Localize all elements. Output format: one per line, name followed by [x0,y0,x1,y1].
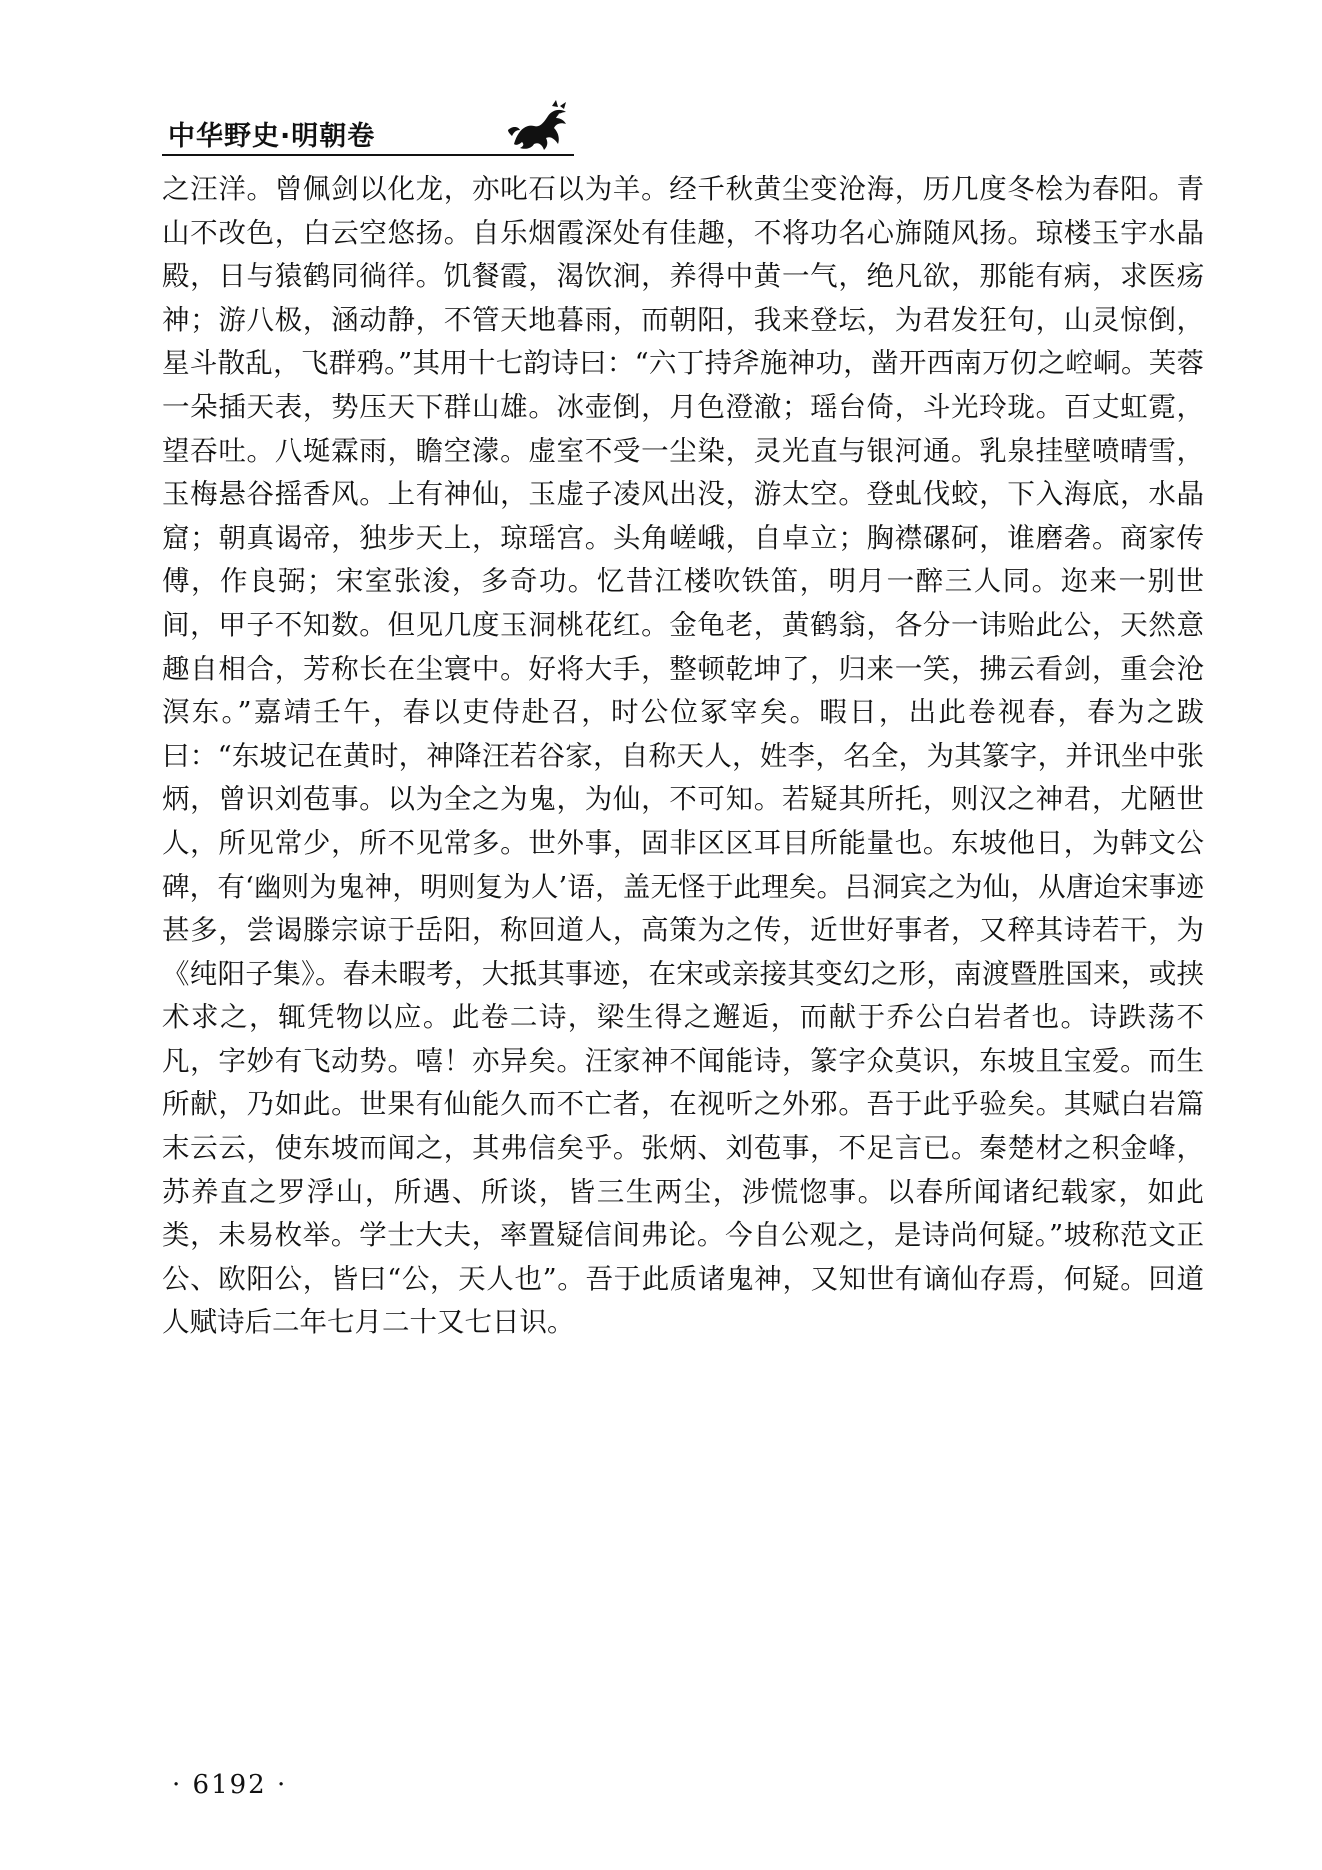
page-number: · 6192 · [172,1770,288,1800]
book-title: 中华野史·明朝卷 [168,121,376,152]
header-rule [162,154,574,156]
running-header [162,100,582,164]
body-text: 之汪洋。曾佩剑以化龙，亦叱石以为羊。经千秋黄尘变沧海，历几度冬桧为春阳。青山不改色，白云空悠扬。自乐烟霞深处有佳趣，不将功名心旆随风扬。琼楼玉宇水晶殿，日与猿鹤同徜徉。饥餐霞，渴饮涧，养得中黄一气，绝凡欲，那能有病，求医疡神；游八极，涵动静，不管天地暮雨，而朝阳，我来登坛，为君发狂句，山灵惊倒，星斗散乱，飞群鸦。”其用十七韵诗曰：“六丁持斧施神功，凿开西南万仞之崆峒。芙蓉一朵插天表，势压天下群山雄。冰壶倒，月色澄澈；瑶台倚，斗光玲珑。百丈虹霓，望吞吐。八埏霖雨，瞻空濛。虚室不受一尘染，灵光直与银河通。乳泉挂壁喷晴雪，玉梅悬谷摇香风。上有神仙，玉虚子凌风出没，游太空。登虬伐蛟，下入海底，水晶窟；朝真谒帝，独步天上，琼瑶宫。头角嵯峨，自卓立；胸襟磥砢，谁磨砻。商家传傅，作良弼；宋室张浚，多奇功。忆昔江楼吹铁笛，明月一醉三人同。迩来一别世间，甲子不知数。但见几度玉洞桃花红。金龟老，黄鹤翁，各分一讳贻此公，天然意趣自相合，芳称长在尘寰中。好将大手，整顿乾坤了，归来一笑，拂云看剑，重会沧溟东。”嘉靖壬午，春以吏侍赴召，时公位冢宰矣。暇日，出此卷视春，春为之跋曰：“东坡记在黄时，神降汪若谷家，自称天人，姓李，名全，为其篆字，并讯坐中张炳，曾识刘苞事。以为全之为鬼，为仙，不可知。若疑其所托，则汉之神君，尤陋世人，所见常少，所不见常多。世外事，固非区区耳目所能量也。东坡他日，为韩文公碑，有‘幽则为鬼神，明则复为人’语，盖无怪于此理矣。吕洞宾之为仙，从唐迨宋事迹甚多，尝谒滕宗谅于岳阳，称回道人，高策为之传，近世好事者，又稡其诗若干，为《纯阳子集》。春未暇考，大抵其事迹，在宋或亲接其变幻之形，南渡暨胜国来，或挟术求之，辄凭物以应。此卷二诗，梁生得之邂逅，而献于乔公白岩者也。诗跌荡不凡，字妙有飞动势。嘻！亦异矣。汪家神不闻能诗，篆字众莫识，东坡且宝爱。而生所献，乃如此。世果有仙能久而不亡者，在视听之外邪。吾于此乎验矣。其赋白岩篇末云云，使东坡而闻之，其弗信矣乎。张炳、刘苞事，不足言已。秦楚材之积金峰，苏养直之罗浮山，所遇、所谈，皆三生两尘，涉慌惚事。以春所闻诸纪载家，如此类，未易枚举。学士大夫，率置疑信间弗论。今自公观之，是诗尚何疑。”坡称范文正公、欧阳公，皆曰“公，天人也”。吾于此质诸鬼神，又知世有谪仙存焉，何疑。回道人赋诗后二年七月二十又七日识。 [162,173,1204,1339]
dragon-emblem-icon [504,100,574,152]
